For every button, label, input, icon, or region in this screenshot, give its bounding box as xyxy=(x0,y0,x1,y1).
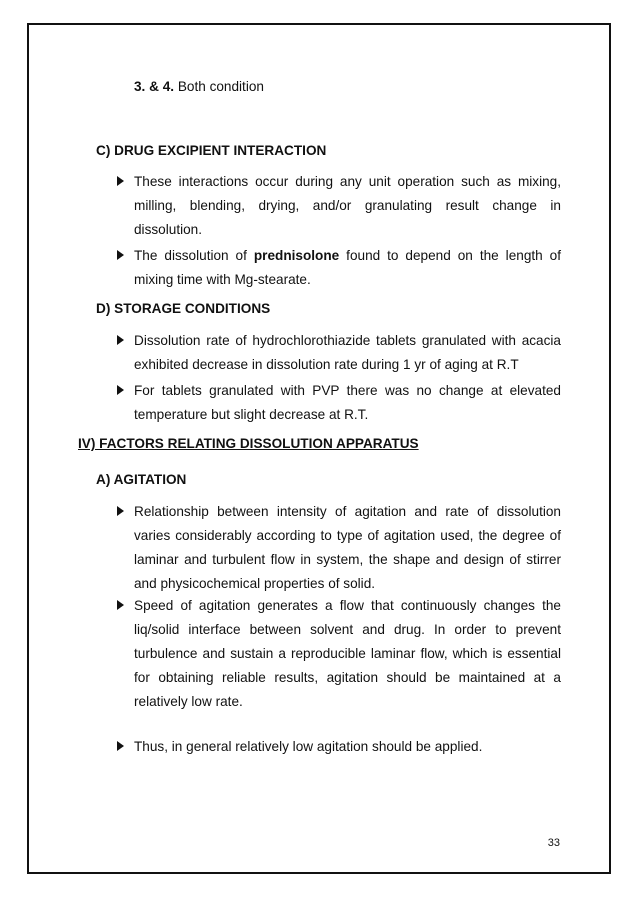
intro-text: Both condition xyxy=(174,79,264,94)
section-c-heading: C) DRUG EXCIPIENT INTERACTION xyxy=(96,143,327,158)
intro-line xyxy=(134,78,264,96)
triangle-bullet-icon xyxy=(117,506,124,516)
triangle-bullet-icon xyxy=(117,385,124,395)
section-d-heading: D) STORAGE CONDITIONS xyxy=(96,301,271,316)
section-d-bullet-2: For tablets granulated with PVP there was no change at elevated temperature but slight decrease at R.T. xyxy=(134,383,561,422)
intro-label: 3. & 4. xyxy=(134,79,175,94)
bullet-text: found to depend on the length of mixing time with Mg-stearate. xyxy=(134,248,562,287)
triangle-bullet-icon xyxy=(117,250,124,260)
section-a-bullet-2: Speed of agitation generates a flow that continuously changes the liq/solid interface between solvent and drug. In order to prevent turbulence and sustain a reproducible laminar flow, which is essential for obtaining reliable results, agitation should be maintained at a relatively low rate. xyxy=(134,598,561,709)
section-a-bullet-3: Thus, in general relatively low agitation should be applied. xyxy=(134,739,483,754)
section-a-heading: A) AGITATION xyxy=(96,472,187,487)
page-number: 33 xyxy=(547,837,560,849)
triangle-bullet-icon xyxy=(117,741,124,751)
triangle-bullet-icon xyxy=(117,335,124,345)
section-a-bullet-1: Relationship between intensity of agitation and rate of dissolution varies considerably according to type of agitation used, the degree of laminar and turbulent flow in system, the shape and design of stirrer and physicochemical properties of solid. xyxy=(134,504,561,591)
section-iv-heading: IV) FACTORS RELATING DISSOLUTION APPARATUS xyxy=(78,436,419,451)
section-c-bullet-2 xyxy=(134,244,561,292)
triangle-bullet-icon xyxy=(117,176,124,186)
triangle-bullet-icon xyxy=(117,600,124,610)
section-d-bullet-1: Dissolution rate of hydrochlorothiazide tablets granulated with acacia exhibited decrease in dissolution rate during 1 yr of aging at R.T xyxy=(134,333,561,372)
bullet-text: The dissolution of xyxy=(134,248,254,263)
section-c-bullet-1: These interactions occur during any unit operation such as mixing, milling, blending, drying, and/or granulating result change in dissolution. xyxy=(134,174,561,237)
bold-term: prednisolone xyxy=(253,248,340,263)
